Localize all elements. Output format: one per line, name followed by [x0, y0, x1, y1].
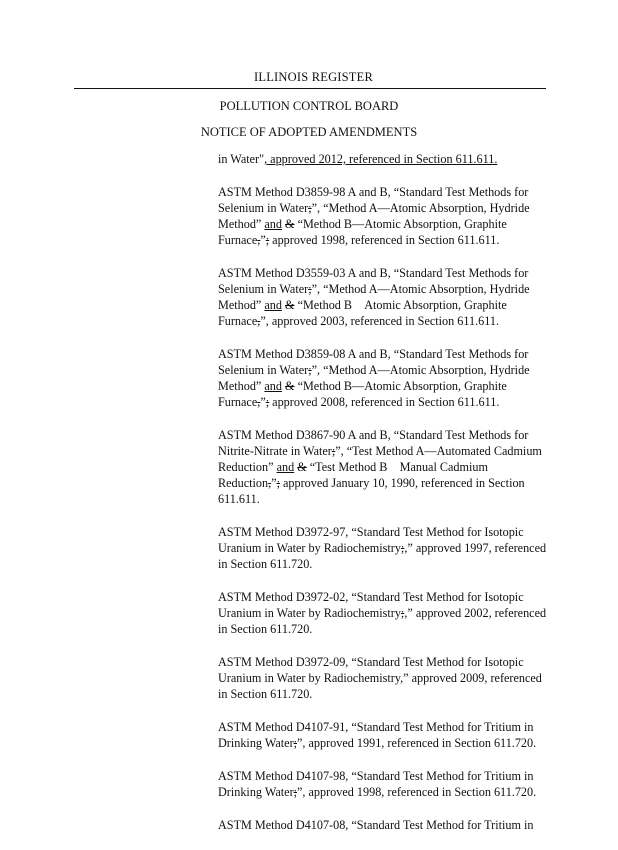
reference-entry [218, 151, 548, 167]
notice-title: NOTICE OF ADOPTED AMENDMENTS [200, 125, 418, 139]
inserted-text: and [264, 217, 282, 231]
deleted-text: , [257, 233, 261, 247]
deleted-text: ; [265, 395, 270, 409]
entry-text: ASTM Method D3859-08 A and B, “Standard Test Methods for Selenium in Water [218, 347, 529, 377]
deleted-text: ; [308, 282, 312, 296]
deleted-text: & [297, 460, 307, 474]
entry-text: ”, “Test Method A—Automated Cadmium Reduction” [218, 444, 542, 474]
entry-text: “Method B—Atomic Absorption, Graphite Furnace [218, 217, 507, 247]
entry-text: “Method B—Atomic Absorption, Graphite Furnace [218, 379, 507, 409]
deleted-text: , [268, 476, 272, 490]
deleted-text: , [257, 395, 261, 409]
reference-entry [218, 768, 548, 800]
entry-text: ASTM Method D3859-98 A and B, “Standard Test Methods for Selenium in Water [218, 185, 529, 215]
entry-text: ASTM Method D4107-08, “Standard Test Method for Tritium in [218, 818, 534, 832]
entry-text: ” [260, 395, 266, 409]
entry-text: ”, “Method A—Atomic Absorption, Hydride Method” [218, 282, 530, 312]
entry-text: ASTM Method D3867-90 A and B, “Standard Test Methods for Nitrite-Nitrate in Water [218, 428, 529, 458]
deleted-text: ; [308, 363, 312, 377]
inserted-text: and [264, 379, 282, 393]
inserted-text: and [264, 298, 282, 312]
deleted-text: ; [293, 785, 298, 799]
entry-text: in Water" [218, 152, 265, 166]
deleted-text: ; [276, 476, 280, 490]
deleted-text: ; [400, 541, 405, 555]
entry-text: ,” approved 1997, referenced in Section 611.720. [218, 541, 547, 571]
reference-entry [218, 589, 548, 637]
entry-text: ASTM Method D3972-97, “Standard Test Method for Isotopic Uranium in Water by Radiochemistry [218, 525, 524, 555]
deleted-text: & [285, 379, 295, 393]
reference-entry [218, 265, 548, 329]
entry-text: ”, “Method A—Atomic Absorption, Hydride Method” [218, 363, 530, 393]
reference-list [218, 151, 548, 850]
deleted-text: ; [293, 736, 298, 750]
deleted-text: ; [331, 444, 336, 458]
entry-text: “Method B Atomic Absorption, Graphite Furnace [218, 298, 507, 328]
deleted-text: , [257, 314, 261, 328]
reference-entry [218, 524, 548, 572]
deleted-text: ; [265, 233, 270, 247]
inserted-text: , approved 2012, referenced in Section 611.611. [264, 152, 498, 166]
entry-text: ”, “Method A—Atomic Absorption, Hydride Method” [218, 201, 530, 231]
reference-entry [218, 346, 548, 410]
entry-text: approved 2008, referenced in Section 611.611. [269, 395, 500, 409]
reference-entry [218, 427, 548, 507]
entry-text: ASTM Method D3559-03 A and B, “Standard Test Methods for Selenium in Water [218, 266, 529, 296]
entry-text: ASTM Method D4107-91, “Standard Test Method for Tritium in Drinking Water [218, 720, 534, 750]
entry-text: ASTM Method D3972-02, “Standard Test Method for Isotopic Uranium in Water by Radiochemistry [218, 590, 524, 620]
entry-text: ASTM Method D3972-09, “Standard Test Method for Isotopic Uranium in Water by Radiochemistry,” approved 2009, referenced in Section 611.720. [218, 655, 542, 701]
entry-text: ,” approved 2002, referenced in Section 611.720. [218, 606, 547, 636]
entry-text: ” [260, 233, 266, 247]
reference-entry [218, 719, 548, 751]
register-title: ILLINOIS REGISTER [254, 70, 374, 84]
reference-entry [218, 654, 548, 702]
entry-text: approved 1998, referenced in Section 611.611. [269, 233, 500, 247]
entry-text: ”, approved 1998, referenced in Section 611.720. [297, 785, 537, 799]
entry-text: ” [271, 476, 277, 490]
deleted-text: ; [308, 201, 312, 215]
deleted-text: & [285, 217, 295, 231]
board-name: POLLUTION CONTROL BOARD [219, 99, 399, 113]
entry-text: approved January 10, 1990, referenced in Section 611.611. [218, 476, 525, 506]
deleted-text: & [285, 298, 295, 312]
entry-text: “Test Method B Manual Cadmium Reduction [218, 460, 488, 490]
entry-text: ”, approved 2003, referenced in Section 611.611. [260, 314, 500, 328]
register-header [74, 70, 546, 89]
reference-entry [218, 184, 548, 248]
deleted-text: ; [400, 606, 405, 620]
reference-entry [218, 817, 548, 833]
entry-text: ASTM Method D4107-98, “Standard Test Method for Tritium in Drinking Water [218, 769, 534, 799]
entry-text: ”, approved 1991, referenced in Section 611.720. [297, 736, 537, 750]
inserted-text: and [276, 460, 295, 474]
